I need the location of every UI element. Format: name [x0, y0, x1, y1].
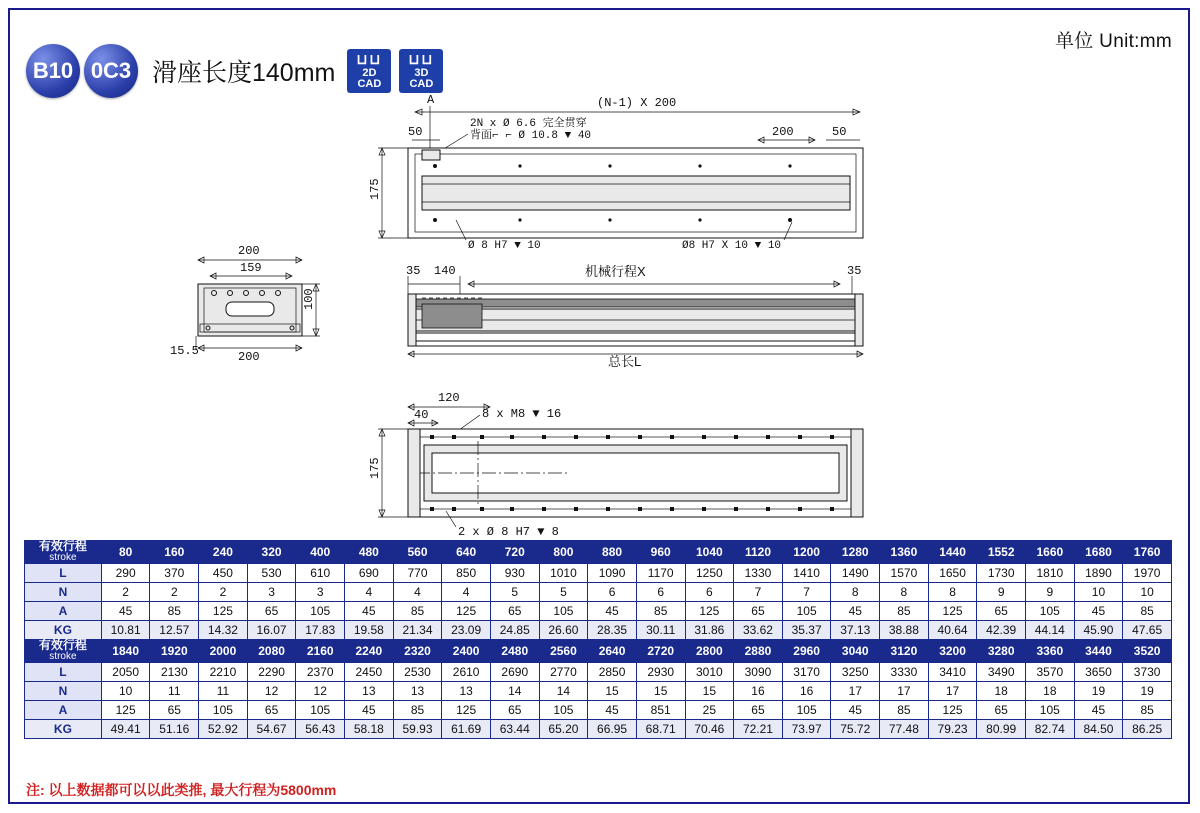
table-cell: 1552 [977, 541, 1026, 564]
table-cell: 79.23 [928, 720, 977, 739]
table-cell: 105 [1026, 602, 1075, 621]
table-cell: 105 [539, 602, 588, 621]
table-cell: 2 [199, 583, 248, 602]
table-cell: 26.60 [539, 621, 588, 640]
table-cell: 11 [199, 682, 248, 701]
table-cell: 44.14 [1026, 621, 1075, 640]
table-cell: 18 [977, 682, 1026, 701]
table-cell: 1570 [880, 564, 929, 583]
table-cell: 14.32 [199, 621, 248, 640]
table-cell: 1360 [880, 541, 929, 564]
table-cell: 45 [1074, 602, 1123, 621]
table-cell: 4 [442, 583, 491, 602]
table-cell: 3010 [685, 663, 734, 682]
table-cell: 2850 [588, 663, 637, 682]
table-cell: 2370 [296, 663, 345, 682]
dim-35-right: 35 [847, 264, 862, 278]
table-cell: 105 [782, 602, 831, 621]
table-cell: 9 [1026, 583, 1075, 602]
table-cell: 4 [393, 583, 442, 602]
table-cell: 105 [1026, 701, 1075, 720]
table-cell: 6 [685, 583, 734, 602]
table-cell: 85 [1123, 701, 1172, 720]
table-cell: 2640 [588, 640, 637, 663]
table-cell: 18 [1026, 682, 1075, 701]
table-cell: 73.97 [782, 720, 831, 739]
table-cell: 160 [150, 541, 199, 564]
table-cell: 3410 [928, 663, 977, 682]
table-cell: 1490 [831, 564, 880, 583]
table-cell: 720 [490, 541, 539, 564]
dim-50-left: 50 [408, 125, 423, 139]
table-cell: 1730 [977, 564, 1026, 583]
table-cell: 84.50 [1074, 720, 1123, 739]
table-cell: 66.95 [588, 720, 637, 739]
table-cell: 7 [782, 583, 831, 602]
table-cell: 85 [393, 602, 442, 621]
table-cell: 40.64 [928, 621, 977, 640]
table-cell: 82.74 [1026, 720, 1075, 739]
dim-120: 120 [438, 391, 460, 405]
table-cell: 2210 [199, 663, 248, 682]
table-cell: 2610 [442, 663, 491, 682]
table-cell: 86.25 [1123, 720, 1172, 739]
table-cell: 85 [880, 701, 929, 720]
table-cell: 31.86 [685, 621, 734, 640]
table-cell: 80 [101, 541, 150, 564]
dim-175-top-view: 175 [368, 178, 382, 200]
table-cell: 2290 [247, 663, 296, 682]
dim-200-section-bottom: 200 [238, 350, 260, 364]
dim-15-5: 15.5 [170, 344, 199, 358]
table-cell: 15 [685, 682, 734, 701]
table-cell: 35.37 [782, 621, 831, 640]
table-cell: 1810 [1026, 564, 1075, 583]
table-cell: 1890 [1074, 564, 1123, 583]
front-view-drawing [360, 258, 880, 368]
table-cell: 3440 [1074, 640, 1123, 663]
table-cell: 610 [296, 564, 345, 583]
row-label-KG-1: KG [25, 621, 102, 640]
table-cell: 240 [199, 541, 248, 564]
table-cell: 2000 [199, 640, 248, 663]
table-cell: 19.58 [345, 621, 394, 640]
table-row-header-2 [25, 640, 1172, 663]
dowel-note-right: Ø8 H7 X 10 ▼ 10 [682, 240, 782, 252]
table-cell: 640 [442, 541, 491, 564]
table-cell: 7 [734, 583, 783, 602]
table-cell: 6 [588, 583, 637, 602]
table-cell: 65 [247, 602, 296, 621]
table-cell: 47.65 [1123, 621, 1172, 640]
table-cell: 68.71 [636, 720, 685, 739]
table-cell: 105 [296, 602, 345, 621]
section-marker-a: A [427, 93, 435, 107]
table-cell: 1410 [782, 564, 831, 583]
table-cell: 105 [782, 701, 831, 720]
dim-35-left: 35 [406, 264, 421, 278]
table-cell: 13 [393, 682, 442, 701]
table-cell: 9 [977, 583, 1026, 602]
table-cell: 85 [1123, 602, 1172, 621]
row-label-N-1: N [25, 583, 102, 602]
table-cell: 45 [831, 602, 880, 621]
table-cell: 2720 [636, 640, 685, 663]
table-cell: 1440 [928, 541, 977, 564]
table-cell: 3 [247, 583, 296, 602]
badge-model-right: 0C3 [84, 44, 138, 98]
table-cell: 2320 [393, 640, 442, 663]
table-cell: 8 [880, 583, 929, 602]
table-cell: 72.21 [734, 720, 783, 739]
table-cell: 1010 [539, 564, 588, 583]
bottom-view-drawing [360, 385, 880, 540]
dim-50-right: 50 [832, 125, 847, 139]
table-cell: 125 [928, 701, 977, 720]
table-row-A-1 [25, 602, 1172, 621]
badge-model-left: B10 [26, 44, 80, 98]
footnote: 注: 以上数据都可以以此类推, 最大行程为5800mm [26, 782, 337, 798]
table-cell: 5 [539, 583, 588, 602]
table-cell: 2080 [247, 640, 296, 663]
download-3d-cad-button[interactable] [399, 49, 443, 93]
table-cell: 23.09 [442, 621, 491, 640]
table-cell: 85 [393, 701, 442, 720]
row-header-stroke-cn-2: 有效行程 [38, 638, 87, 652]
table-row-N-2 [25, 682, 1172, 701]
table-cell: 320 [247, 541, 296, 564]
table-cell: 1090 [588, 564, 637, 583]
table-cell: 1660 [1026, 541, 1075, 564]
table-cell: 33.62 [734, 621, 783, 640]
table-row-KG-2 [25, 720, 1172, 739]
table-cell: 3280 [977, 640, 1026, 663]
row-header-stroke-en-2: stroke [49, 651, 77, 662]
table-cell: 960 [636, 541, 685, 564]
table-cell: 12.57 [150, 621, 199, 640]
table-cell: 3330 [880, 663, 929, 682]
table-cell: 10 [1123, 583, 1172, 602]
table-cell: 17 [831, 682, 880, 701]
table-cell: 38.88 [880, 621, 929, 640]
pitch-note: (N-1) X 200 [597, 96, 677, 110]
table-cell: 65 [977, 701, 1026, 720]
table-cell: 3090 [734, 663, 783, 682]
table-cell: 80.99 [977, 720, 1026, 739]
table-cell: 2880 [734, 640, 783, 663]
table-row-L-2 [25, 663, 1172, 682]
table-cell: 37.13 [831, 621, 880, 640]
table-cell: 65 [490, 602, 539, 621]
table-cell: 85 [636, 602, 685, 621]
dim-200-section-top: 200 [238, 244, 260, 258]
cad-3d-line1: 3D [414, 67, 429, 79]
table-cell: 28.35 [588, 621, 637, 640]
unit-label: 单位 Unit:mm [1055, 31, 1172, 52]
table-cell: 1250 [685, 564, 734, 583]
table-cell: 3360 [1026, 640, 1075, 663]
table-cell: 450 [199, 564, 248, 583]
table-cell: 3120 [880, 640, 929, 663]
total-length-label: 总长L [608, 354, 642, 368]
dim-100: 100 [302, 288, 316, 310]
dim-40: 40 [414, 408, 429, 422]
row-header-stroke-1 [25, 541, 102, 564]
specification-table [24, 540, 1172, 739]
table-cell: 105 [539, 701, 588, 720]
table-cell: 6 [636, 583, 685, 602]
table-cell: 880 [588, 541, 637, 564]
row-header-stroke-en-1: stroke [49, 552, 77, 563]
table-cell: 45 [831, 701, 880, 720]
dowel-note-bottom: 2 x Ø 8 H7 ▼ 8 [458, 525, 559, 539]
top-view-drawing [360, 88, 880, 258]
table-cell: 530 [247, 564, 296, 583]
table-cell: 61.69 [442, 720, 491, 739]
row-label-A-1: A [25, 602, 102, 621]
table-cell: 63.44 [490, 720, 539, 739]
cad-2d-icon: ⊔⊔ [356, 51, 383, 67]
table-cell: 15 [588, 682, 637, 701]
table-cell: 125 [685, 602, 734, 621]
model-description: 滑座长度140mm [152, 59, 336, 87]
table-cell: 52.92 [199, 720, 248, 739]
table-cell: 19 [1074, 682, 1123, 701]
table-cell: 125 [928, 602, 977, 621]
table-cell: 59.93 [393, 720, 442, 739]
row-label-L-1: L [25, 564, 102, 583]
row-label-A-2: A [25, 701, 102, 720]
dim-159: 159 [240, 261, 262, 275]
table-cell: 125 [442, 701, 491, 720]
table-cell: 45 [1074, 701, 1123, 720]
table-cell: 2960 [782, 640, 831, 663]
dim-175-bottom-view: 175 [368, 457, 382, 479]
table-cell: 2240 [345, 640, 394, 663]
row-label-KG-2: KG [25, 720, 102, 739]
row-label-L-2: L [25, 663, 102, 682]
table-cell: 2 [150, 583, 199, 602]
table-cell: 2690 [490, 663, 539, 682]
table-cell: 1280 [831, 541, 880, 564]
table-cell: 1200 [782, 541, 831, 564]
table-cell: 65.20 [539, 720, 588, 739]
table-cell: 65 [734, 602, 783, 621]
table-cell: 850 [442, 564, 491, 583]
table-cell: 8 [928, 583, 977, 602]
row-header-stroke-2 [25, 640, 102, 663]
hole-note-2: 背面⌐ ⌐ Ø 10.8 ▼ 40 [470, 130, 592, 142]
table-cell: 105 [199, 701, 248, 720]
table-cell: 12 [296, 682, 345, 701]
table-row-A-2 [25, 701, 1172, 720]
table-cell: 560 [393, 541, 442, 564]
table-row-L-1 [25, 564, 1172, 583]
table-cell: 2130 [150, 663, 199, 682]
table-cell: 2450 [345, 663, 394, 682]
table-cell: 2770 [539, 663, 588, 682]
table-cell: 3 [296, 583, 345, 602]
dim-140: 140 [434, 264, 456, 278]
table-cell: 10.81 [101, 621, 150, 640]
table-cell: 21.34 [393, 621, 442, 640]
table-cell: 16.07 [247, 621, 296, 640]
table-cell: 42.39 [977, 621, 1026, 640]
table-cell: 58.18 [345, 720, 394, 739]
table-cell: 770 [393, 564, 442, 583]
table-cell: 3650 [1074, 663, 1123, 682]
table-cell: 54.67 [247, 720, 296, 739]
table-cell: 65 [247, 701, 296, 720]
table-cell: 125 [442, 602, 491, 621]
table-cell: 16 [782, 682, 831, 701]
table-cell: 1840 [101, 640, 150, 663]
table-cell: 12 [247, 682, 296, 701]
table-row-N-1 [25, 583, 1172, 602]
table-cell: 85 [880, 602, 929, 621]
table-cell: 75.72 [831, 720, 880, 739]
table-cell: 65 [150, 701, 199, 720]
table-cell: 3570 [1026, 663, 1075, 682]
table-cell: 70.46 [685, 720, 734, 739]
table-cell: 56.43 [296, 720, 345, 739]
row-header-stroke-cn-1: 有效行程 [38, 539, 87, 553]
table-cell: 105 [296, 701, 345, 720]
table-cell: 45 [345, 701, 394, 720]
download-2d-cad-button[interactable] [347, 49, 391, 93]
table-cell: 1760 [1123, 541, 1172, 564]
table-cell: 8 [831, 583, 880, 602]
table-cell: 16 [734, 682, 783, 701]
table-cell: 690 [345, 564, 394, 583]
row-label-N-2: N [25, 682, 102, 701]
table-cell: 49.41 [101, 720, 150, 739]
table-cell: 1680 [1074, 541, 1123, 564]
table-cell: 1970 [1123, 564, 1172, 583]
table-cell: 77.48 [880, 720, 929, 739]
table-cell: 13 [345, 682, 394, 701]
table-cell: 65 [977, 602, 1026, 621]
table-cell: 51.16 [150, 720, 199, 739]
hole-note-1: 2N x Ø 6.6 完全贯穿 [470, 118, 587, 130]
table-cell: 65 [490, 701, 539, 720]
table-cell: 400 [296, 541, 345, 564]
table-cell: 3490 [977, 663, 1026, 682]
table-cell: 2480 [490, 640, 539, 663]
table-cell: 370 [150, 564, 199, 583]
table-cell: 4 [345, 583, 394, 602]
table-cell: 800 [539, 541, 588, 564]
table-cell: 1120 [734, 541, 783, 564]
table-cell: 17 [928, 682, 977, 701]
table-cell: 480 [345, 541, 394, 564]
table-cell: 290 [101, 564, 150, 583]
table-cell: 3200 [928, 640, 977, 663]
table-cell: 14 [539, 682, 588, 701]
dim-200-top: 200 [772, 125, 794, 139]
table-cell: 2560 [539, 640, 588, 663]
table-cell: 3170 [782, 663, 831, 682]
table-cell: 10 [101, 682, 150, 701]
cad-3d-line2: CAD [409, 78, 434, 90]
table-cell: 1330 [734, 564, 783, 583]
table-cell: 125 [101, 701, 150, 720]
table-row-KG-1 [25, 621, 1172, 640]
table-cell: 25 [685, 701, 734, 720]
table-cell: 14 [490, 682, 539, 701]
table-cell: 1650 [928, 564, 977, 583]
table-cell: 45 [345, 602, 394, 621]
table-cell: 24.85 [490, 621, 539, 640]
table-cell: 2 [101, 583, 150, 602]
table-cell: 1040 [685, 541, 734, 564]
table-cell: 2530 [393, 663, 442, 682]
table-cell: 5 [490, 583, 539, 602]
table-cell: 1920 [150, 640, 199, 663]
table-cell: 45 [101, 602, 150, 621]
table-cell: 2930 [636, 663, 685, 682]
cad-2d-line2: CAD [357, 78, 382, 90]
mechanical-stroke-label: 机械行程X [585, 264, 646, 279]
table-cell: 17.83 [296, 621, 345, 640]
table-cell: 930 [490, 564, 539, 583]
table-cell: 3040 [831, 640, 880, 663]
table-cell: 85 [150, 602, 199, 621]
table-row-header-1 [25, 541, 1172, 564]
table-cell: 65 [734, 701, 783, 720]
table-cell: 17 [880, 682, 929, 701]
section-view-drawing [170, 238, 350, 368]
table-cell: 15 [636, 682, 685, 701]
cad-2d-line1: 2D [362, 67, 377, 79]
table-cell: 45.90 [1074, 621, 1123, 640]
cad-3d-icon: ⊔⊔ [408, 51, 435, 67]
table-cell: 19 [1123, 682, 1172, 701]
table-cell: 30.11 [636, 621, 685, 640]
table-cell: 45 [588, 602, 637, 621]
table-cell: 125 [199, 602, 248, 621]
table-cell: 2050 [101, 663, 150, 682]
table-cell: 851 [636, 701, 685, 720]
table-cell: 3250 [831, 663, 880, 682]
table-cell: 45 [588, 701, 637, 720]
table-cell: 2160 [296, 640, 345, 663]
table-cell: 10 [1074, 583, 1123, 602]
table-cell: 1170 [636, 564, 685, 583]
table-cell: 3520 [1123, 640, 1172, 663]
spec-table [24, 540, 1172, 739]
table-cell: 13 [442, 682, 491, 701]
table-cell: 2400 [442, 640, 491, 663]
table-cell: 11 [150, 682, 199, 701]
dowel-note-left: Ø 8 H7 ▼ 10 [468, 240, 541, 252]
table-cell: 3730 [1123, 663, 1172, 682]
thread-note: 8 x M8 ▼ 16 [482, 407, 562, 421]
table-cell: 2800 [685, 640, 734, 663]
